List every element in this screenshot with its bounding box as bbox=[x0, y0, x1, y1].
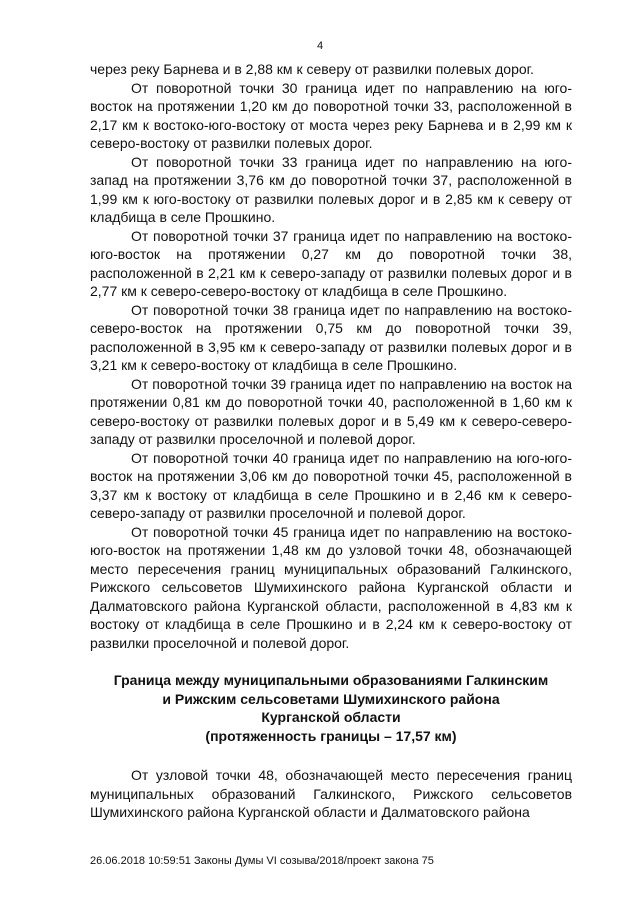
section-heading-line: Граница между муниципальными образованиями Галкинским bbox=[113, 672, 549, 688]
paragraph: От узловой точки 48, обозначающей место пересечения границ муниципальных образований Галкинского, Рижского сельсоветов Шумихинского района Курганской области и Далматовского района bbox=[90, 767, 572, 820]
document-footer: 26.06.2018 10:59:51 Законы Думы VI созыва/2018/проект закона 75 bbox=[90, 855, 434, 867]
paragraph: через реку Барнева и в 2,88 км к северу от развилки полевых дорог. bbox=[90, 61, 534, 77]
section-heading-line: и Рижским сельсоветами Шумихинского района bbox=[162, 690, 500, 707]
document-body bbox=[90, 60, 572, 822]
paragraph: От поворотной точки 37 граница идет по направлению на востоко-юго-восток на протяжении 0,27 км до поворотной точки 38, расположенной в 2,21 км к северо-западу от развилки полевых дорог и в 2,77 км к северо-северо-востоку от кладбища в селе Прошкино. bbox=[90, 227, 572, 299]
paragraph: От поворотной точки 40 граница идет по направлению на юго-юго-восток на протяжении 3,06 км до поворотной точки 45, расположенной в 3,37 км к востоку от кладбища в селе Прошкино и в 2,46 км к северо-северо-западу от развилки проселочной и полевой дорог. bbox=[90, 449, 572, 521]
paragraph: От поворотной точки 45 граница идет по направлению на востоко-юго-восток на протяжении 1,48 км до узловой точки 48, обозначающей место пересечения границ муниципальных образований Галкинского, Рижского сельсоветов Шумихинского района Курганской области и Далматовского района Курганской области, расположенной в 4,83 км к востоку от кладбища в селе Прошкино и в 2,24 км к северо-востоку от развилки проселочной и полевой дорог. bbox=[90, 523, 572, 651]
section-heading bbox=[90, 671, 572, 745]
page-number: 4 bbox=[316, 40, 324, 52]
paragraph: От поворотной точки 30 граница идет по направлению на юго-восток на протяжении 1,20 км до поворотной точки 33, расположенной в 2,17 км к востоко-юго-востоку от моста через реку Барнева и в 2,99 км к северо-востоку от развилки полевых дорог. bbox=[90, 79, 572, 151]
paragraph: От поворотной точки 38 граница идет по направлению на востоко-северо-восток на протяжении 0,75 км до поворотной точки 39, расположенной в 3,95 км к северо-западу от развилки полевых дорог и в 3,21 км к северо-востоку от кладбища в селе Прошкино. bbox=[90, 301, 572, 373]
paragraph: От поворотной точки 33 граница идет по направлению на юго-запад на протяжении 3,76 км до поворотной точки 37, расположенной в 1,99 км к юго-востоку от развилки полевых дорог и в 2,85 км к северу от кладбища в селе Прошкино. bbox=[90, 153, 572, 225]
paragraph: От поворотной точки 39 граница идет по направлению на восток на протяжении 0,81 км до поворотной точки 40, расположенной в 1,60 км к северо-востоку от развилки полевых дорог и в 5,49 км к северо-северо-западу от развилки проселочной и полевой дорог. bbox=[90, 375, 572, 447]
section-heading-line: Курганской области bbox=[261, 709, 401, 725]
section-heading-line: (протяженность границы – 17,57 км) bbox=[205, 727, 457, 744]
